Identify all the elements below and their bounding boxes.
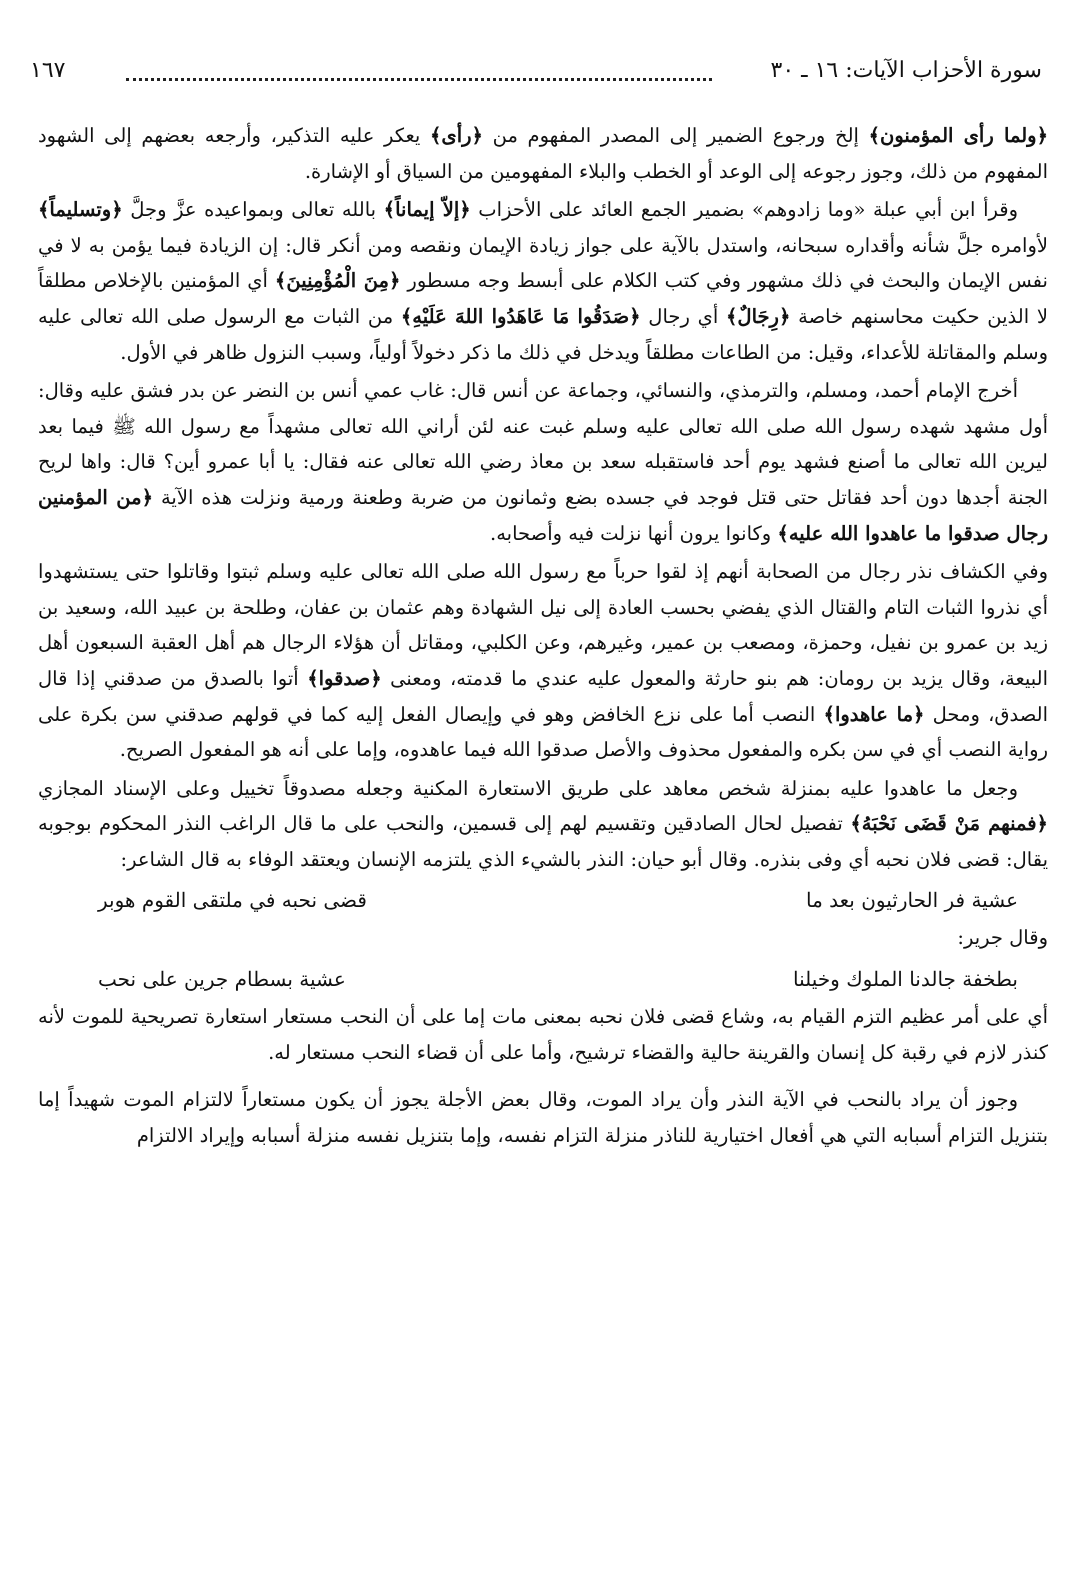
- paragraph-text: من الثبات مع الرسول صلى الله تعالى عليه وسلم والمقاتلة للأعداء، وقيل: من الطاعات مطلقاً ويدخل في ذلك ما ذكر دخولاً أولياً، وسبب النزول ظاهر في الأول.: [38, 304, 1048, 364]
- paragraph-text: أي رجال: [640, 304, 726, 328]
- verse-2-first-hemistich: بطخفة جالدنا الملوك وخيلنا: [793, 967, 1018, 992]
- after-verse-paragraph: أي على أمر عظيم التزم القيام به، وشاع قضى فلان نحبه بمعنى مات إما على أن النحب مستعار استعارة تصريحية للموت لأنه كنذر لازم في رقبة كل إنسان والقرينة حالية والقضاء ترشيح، وأما على أن قضاء النحب مستعار له.: [38, 1005, 1048, 1064]
- paragraph: [38, 373, 1048, 551]
- quranic-quote: ﴿صدقوا﴾: [307, 666, 382, 690]
- quranic-quote: ﴿صَدَقُوا مَا عَاهَدُوا اللهَ عَلَيْهِ﴾: [400, 304, 641, 328]
- jarir-intro: وقال جرير:: [957, 926, 1048, 950]
- paragraph-text: وقرأ ابن أبي عبلة «وما زادوهم» بضمير الجمع العائد على الأحزاب: [470, 198, 1018, 222]
- quranic-quote: ﴿فمنهم مَنْ قَضَى نَحْبَهُ﴾: [850, 812, 1048, 836]
- paragraph-text: وكانوا يرون أنها نزلت فيه وأصحابه.: [490, 521, 778, 545]
- running-head: [30, 58, 1042, 98]
- poem-verse-2: [38, 959, 1048, 999]
- paragraph-text: تفصيل لحال الصادقين وتقسيم لهم إلى قسمين، والنحب على ما قال الراغب النذر المحكوم بوجوبه يقال: قضى فلان نحبه أي وفى بنذره. وقال أبو حيان: النذر بالشيء الذي يلتزمه الإنسان ويعتقد الوفاء به قال الشاعر:: [38, 812, 1048, 871]
- page-body: [38, 118, 1048, 1156]
- quranic-quote: ﴿مِنَ الْمُؤْمِنِينَ﴾: [274, 269, 401, 293]
- paragraph: [38, 118, 1048, 189]
- paragraph-text: وجعل ما عاهدوا عليه بمنزلة شخص معاهد على طريق الاستعارة المكنية وجعله مصدوقاً تخييل وعلى الإسناد المجازي: [38, 776, 1018, 800]
- verse-2-second-hemistich: عشية بسطام جرين على نحب: [98, 967, 346, 992]
- poem-verse-1: [38, 880, 1048, 920]
- paragraph-text: لأوامره جلَّ شأنه وأقداره سبحانه، واستدل بالآية على جواز زيادة الإيمان ونقصه ومن أنكر قال: إن الزيادة فيما يؤمن به لا في نفس الإيمان والبحث في ذلك مشهور وفي كتب الكلام على أبسط وجه مسطور: [38, 233, 1048, 293]
- quranic-quote: ﴿رِجَالٌ﴾: [725, 304, 791, 328]
- quranic-quote: ﴿ما عاهدوا﴾: [823, 702, 925, 726]
- commentary-paragraphs: [38, 118, 1048, 877]
- paragraph-text: يعكر عليه التذكير، وأرجعه بعضهم إلى الشهود المفهوم من ذلك، وجوز رجوعه إلى الوعد أو الخطب والبلاء المفهومين من السياق أو الإشارة.: [38, 124, 1048, 183]
- leader-dots: [126, 78, 712, 81]
- paragraph: [38, 192, 1048, 370]
- paragraph-text: النصب أما على نزع الخافض وهو في وإيصال الفعل إليه كما في قولهم صدقني سن بكرة على رواية النصب أي في سن بكره والمفعول محذوف والأصل صدقوا الله فيما عاهدوه، وإما على أنه هو المفعول الصريح.: [38, 702, 1048, 762]
- paragraph-text: أي المؤمنين بالإخلاص مطلقاً لا الذين حكيت محاسنهم خاصة: [38, 269, 1048, 328]
- paragraph: [38, 771, 1048, 878]
- verse-1-first-hemistich: عشية فر الحارثيون بعد ما: [805, 888, 1018, 913]
- paragraph: [38, 554, 1048, 768]
- paragraph-text: أخرج الإمام أحمد، ومسلم، والترمذي، والنسائي، وجماعة عن أنس قال: غاب عمي أنس بن النضر عن بدر فشق عليه وقال: أول مشهد شهده رسول الله صلى الله تعالى عليه وسلم غبت عنه لئن أراني الله تعالى مشهداً مع رسول الله ﷺ فيما بعد ليرين الله تعالى ما أصنع فشهد يوم أحد فاستقبله سعد بن معاذ رضي الله تعالى عنه فقال: يا أبا عمرو أين؟ قال: واها لريح الجنة أجدها دون أحد فقاتل حتى قتل فوجد في جسده بضع وثمانون من ضربة وطعنة ورمية ونزلت هذه الآية: [38, 379, 1048, 509]
- quranic-quote: ﴿ولما رأى المؤمنون﴾: [868, 124, 1049, 147]
- quranic-quote: ﴿إلاّ إيماناً﴾: [383, 198, 471, 222]
- quranic-quote: ﴿من المؤمنين رجال صدقوا ما عاهدوا الله عليه﴾: [38, 485, 1048, 545]
- verse-1-second-hemistich: قضى نحبه في ملتقى القوم هوبر: [98, 888, 367, 913]
- quranic-quote: ﴿وتسليماً﴾: [38, 198, 123, 222]
- last-paragraph: وجوز أن يراد بالنحب في الآية النذر وأن يراد الموت، وقال بعض الأجلة يجوز أن يكون مستعاراً لالتزام الموت شهيداً إما بتنزيل التزام أسبابه التي هي أفعال اختيارية للناذر منزلة التزام نفسه، وإما بتنزيل نفسه منزلة أسبابه وإيراد الالتزام: [38, 1088, 1048, 1147]
- paragraph-text: بالله تعالى وبمواعيده عزَّ وجلَّ: [122, 198, 384, 222]
- quranic-quote: ﴿رأى﴾: [430, 124, 483, 147]
- page-number: ١٦٧: [30, 58, 66, 83]
- running-head-title: سورة الأحزاب الآيات: ١٦ ـ ٣٠: [770, 58, 1042, 83]
- paragraph-text: إلخ ورجوع الضمير إلى المصدر المفهوم من: [482, 124, 869, 147]
- paragraph-text: أتوا بالصدق من صدقني إذا قال الصدق، ومحل: [38, 666, 1048, 726]
- paragraph-text: وفي الكشاف نذر رجال من الصحابة أنهم إذ لقوا حرباً مع رسول الله صلى الله تعالى عليه وسلم ثبتوا وقاتلوا حتى يستشهدوا أي نذروا الثبات التام والقتال الذي يفضي بحسب العادة إلى نيل الشهادة وهم عثمان بن عفان، وطلحة بن عبيد الله، وسعيد بن زيد بن عمرو بن نفيل، وحمزة، ومصعب بن عمير، وغيرهم، وعن الكلبي، ومقاتل أن هؤلاء الرجال هم أهل العقبة السبعون أهل البيعة، وقال يزيد بن رومان: هم بنو حارثة والمعول عليه عندي ما قدمته، ومعنى: [38, 560, 1048, 690]
